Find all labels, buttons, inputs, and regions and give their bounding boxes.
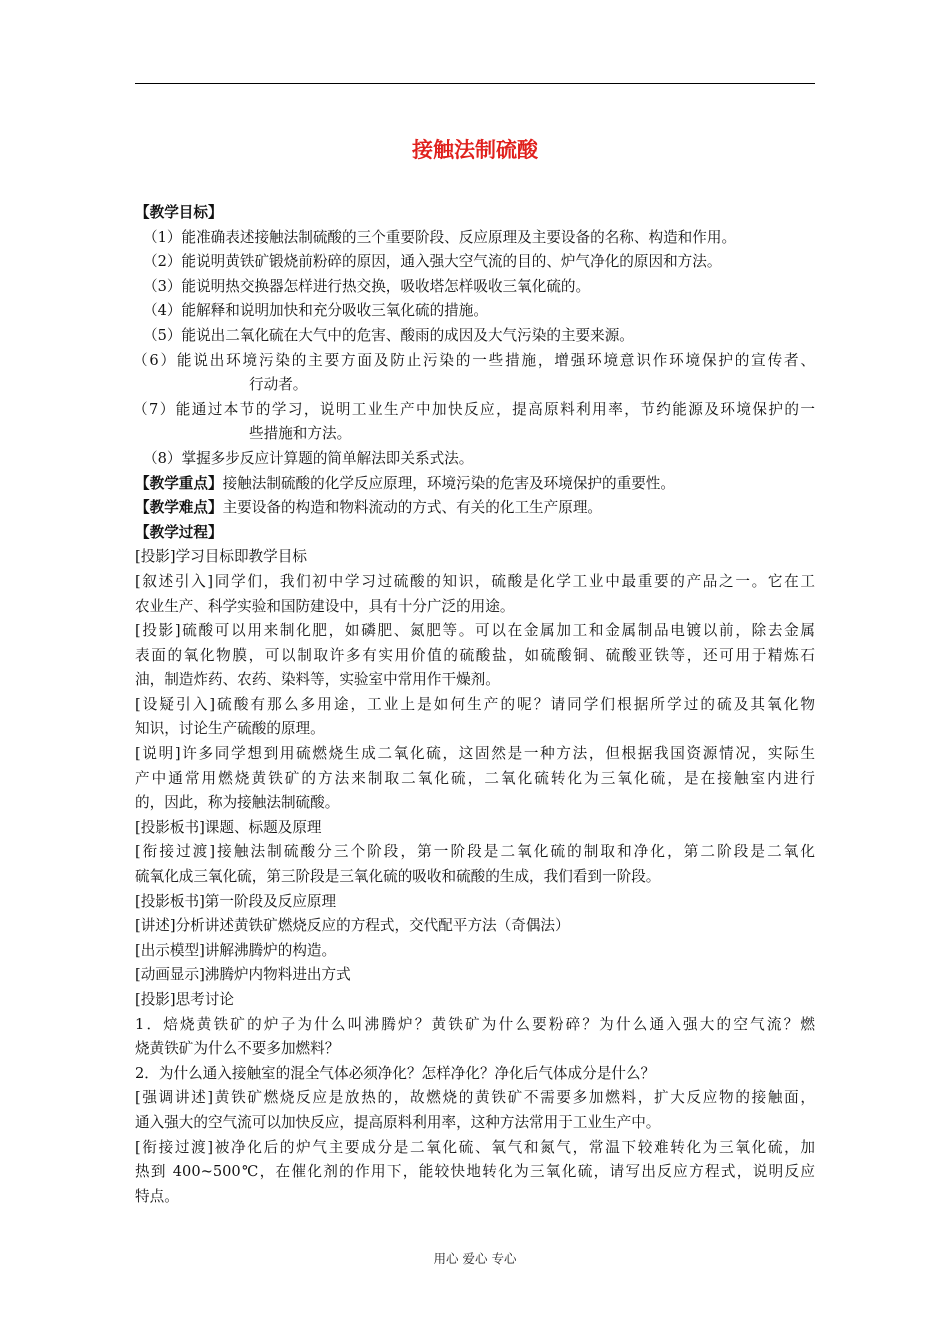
process-line: [投影]硫酸可以用来制化肥，如磷肥、氮肥等。可以在金属加工和金属制品电镀以前，除去金属 [135,622,815,640]
objective-item: （8）掌握多步反应计算题的简单解法即关系式法。 [143,449,474,467]
page-title: 接触法制硫酸 [412,138,538,162]
process-line: [投影板书]第一阶段及反应原理 [135,892,337,910]
process-line: 特点。 [135,1187,179,1205]
process-line: [叙述引入]同学们，我们初中学习过硫酸的知识，硫酸是化学工业中最重要的产品之一。它在工 [135,572,815,590]
process-line: [讲述]分析讲述黄铁矿燃烧反应的方程式，交代配平方法（奇偶法） [135,917,570,935]
process-line: 硫氧化成三氧化硫，第三阶段是三氧化硫的吸收和硫酸的生成，我们看到一阶段。 [135,868,661,886]
header-rule [135,83,815,84]
objective-item: （5）能说出二氧化硫在大气中的危害、酸雨的成因及大气污染的主要来源。 [143,326,634,344]
process-line: [设疑引入]硫酸有那么多用途，工业上是如何生产的呢？请同学们根据所学过的硫及其氧化物 [135,695,815,713]
objective-item: （1）能准确表述接触法制硫酸的三个重要阶段、反应原理及主要设备的名称、构造和作用。 [143,228,737,246]
process-line: [衔接过渡]被净化后的炉气主要成分是二氧化硫、氧气和氮气，常温下较难转化为三氧化硫，加 [135,1138,815,1156]
process-line: [投影板书]课题、标题及原理 [135,818,322,836]
key-point: 【教学重点】接触法制硫酸的化学反应原理，环境污染的危害及环境保护的重要性。 [135,474,675,492]
page-footer: 用心 爱心 专心 [433,1251,517,1266]
document-body [135,201,815,1209]
process-line: 热到 400~500℃，在催化剂的作用下，能较快地转化为三氧化硫，请写出反应方程式，说明反应 [135,1163,815,1181]
objective-item: （7）能通过本节的学习，说明工业生产中加快反应，提高原料利用率，节约能源及环境保护的一 [133,400,815,418]
process-line: 产中通常用燃烧黄铁矿的方法来制取二氧化硫，二氧化硫转化为三氧化硫，是在接触室内进行 [135,769,815,787]
process-line: [衔接过渡]接触法制硫酸分三个阶段，第一阶段是二氧化硫的制取和净化，第二阶段是二氧化 [135,843,815,861]
objectives-heading: 【教学目标】 [135,204,223,221]
objective-item-cont: 行动者。 [249,376,308,394]
process-line: [强调讲述]黄铁矿燃烧反应是放热的，故燃烧的黄铁矿不需要多加燃料，扩大反应物的接触面， [135,1089,815,1107]
difficulty: 【教学难点】主要设备的构造和物料流动的方式、有关的化工生产原理。 [135,499,603,517]
process-line: [动画显示]沸腾炉内物料进出方式 [135,966,351,984]
process-line: 油，制造炸药、农药、染料等，实验室中常用作干燥剂。 [135,671,500,689]
process-line: [出示模型]讲解沸腾炉的构造。 [135,941,337,959]
process-line: 通入强大的空气流可以加快反应，提高原料利用率，这种方法常用于工业生产中。 [135,1113,661,1131]
question-line: 烧黄铁矿为什么不要多加燃料？ [135,1040,340,1058]
objective-item: （4）能解释和说明加快和充分吸收三氧化硫的措施。 [143,302,488,320]
process-line: [投影]思考讨论 [135,991,234,1008]
process-line: [投影]学习目标即教学目标 [135,548,307,566]
objective-item: （2）能说明黄铁矿锻烧前粉碎的原因，通入强大空气流的目的、炉气净化的原因和方法。 [143,253,722,271]
process-line: [说明]许多同学想到用硫燃烧生成二氧化硫，这固然是一种方法，但根据我国资源情况，实际生 [135,745,815,763]
process-heading: 【教学过程】 [135,523,223,541]
process-line: 知识，讨论生产硫酸的原理。 [135,720,325,738]
objective-item: （3）能说明热交换器怎样进行热交换，吸收塔怎样吸收三氧化硫的。 [143,277,591,295]
objective-item-cont: 些措施和方法。 [249,425,352,443]
question-line: 1．焙烧黄铁矿的炉子为什么叫沸腾炉？黄铁矿为什么要粉碎？为什么通入强大的空气流？燃 [135,1015,815,1033]
process-line: 的，因此，称为接触法制硫酸。 [135,794,340,812]
question-line: 2．为什么通入接触室的混全气体必须净化？怎样净化？净化后气体成分是什么？ [135,1064,656,1082]
process-line: 表面的氧化物膜，可以制取许多有实用价值的硫酸盐，如硫酸铜、硫酸亚铁等，还可用于精炼石 [135,646,815,664]
process-line: 农业生产、科学实验和国防建设中，具有十分广泛的用途。 [135,597,515,615]
objective-item: （6）能说出环境污染的主要方面及防止污染的一些措施，增强环境意识作环境保护的宣传者、 [133,351,815,369]
